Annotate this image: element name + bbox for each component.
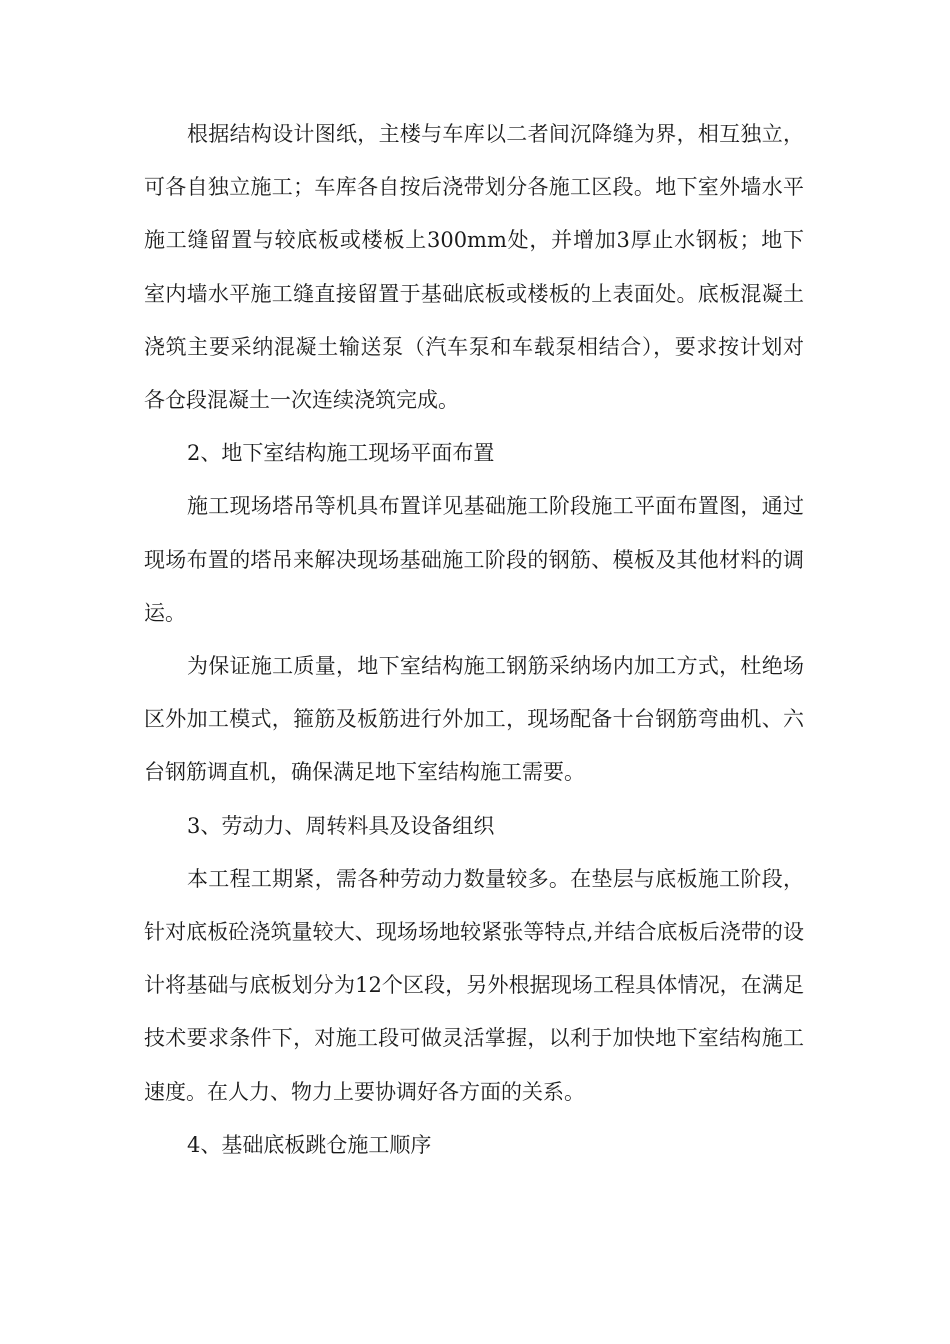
paragraph-rebar-processing: 为保证施工质量，地下室结构施工钢筋采纳场内加工方式，杜绝场区外加工模式，箍筋及板筋进行外加工，现场配备十台钢筋弯曲机、六台钢筋调直机，确保满足地下室结构施工需要。 <box>144 654 804 785</box>
paragraph-construction-joints: 根据结构设计图纸，主楼与车库以二者间沉降缝为界，相互独立，可各自独立施工；车库各自按后浇带划分各施工区段。地下室外墙水平施工缝留置与较底板或楼板上300mm处，并增加3厚止水钢板；地下室内墙水平施工缝直接留置于基础底板或楼板的上表面处。底板混凝土浇筑主要采纳混凝土输送泵（汽车泵和车载泵相结合），要求按计划对各仓段混凝土一次连续浇筑完成。 <box>144 122 804 413</box>
paragraph-labor-organization: 本工程工期紧，需各种劳动力数量较多。在垫层与底板施工阶段，针对底板砼浇筑量较大、现场场地较紧张等特点,并结合底板后浇带的设计将基础与底板划分为12个区段，另外根据现场工程具体情况，在满足技术要求条件下，对施工段可做灵活掌握，以利于加快地下室结构施工速度。在人力、物力上要协调好各方面的关系。 <box>144 866 804 1104</box>
section-heading-pour-sequence: 4、基础底板跳仓施工顺序 <box>187 1132 432 1157</box>
section-heading-site-layout: 2、地下室结构施工现场平面布置 <box>187 441 495 466</box>
paragraph-tower-crane: 施工现场塔吊等机具布置详见基础施工阶段施工平面布置图，通过现场布置的塔吊来解决现场基础施工阶段的钢筋、模板及其他材料的调运。 <box>144 494 804 625</box>
section-heading-labor-equipment: 3、劳动力、周转料具及设备组织 <box>187 813 495 838</box>
document-body <box>144 108 804 1172</box>
